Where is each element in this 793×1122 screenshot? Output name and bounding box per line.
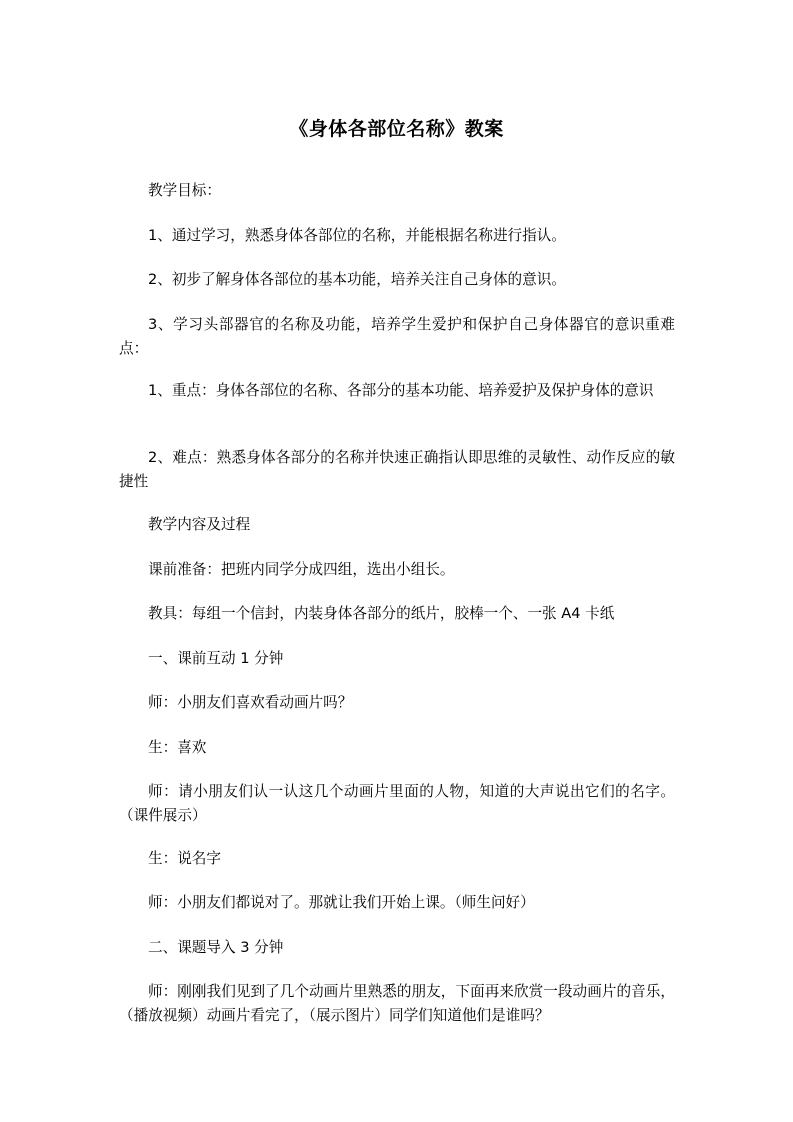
paragraph-key-point: 1、重点：身体各部位的名称、各部分的基本功能、培养爱护及保护身体的意识 — [148, 382, 654, 399]
paragraph-content-heading: 教学内容及过程 — [148, 516, 251, 533]
paragraph-dialogue: 师：刚刚我们见到了几个动画片里熟悉的朋友，下面再来欣赏一段动画片的音乐，（播放视频）动画片看完了，（展示图片）同学们知道他们是谁吗？ — [119, 983, 675, 1024]
paragraph-section-1-heading: 一、课前互动 1 分钟 — [148, 650, 284, 667]
paragraph-objectives-heading: 教学目标： — [148, 182, 221, 199]
document-title: 《身体各部位名称》教案 — [289, 118, 504, 140]
paragraph-objective-2: 2、初步了解身体各部位的基本功能，培养关注自己身体的意识。 — [148, 271, 566, 288]
paragraph-difficult-point: 2、难点：熟悉身体各部分的名称并快速正确指认即思维的灵敏性、动作反应的敏捷性 — [119, 449, 675, 490]
paragraph-preparation: 课前准备：把班内同学分成四组，选出小组长。 — [148, 561, 455, 578]
paragraph-dialogue: 师：小朋友们喜欢看动画片吗？ — [148, 694, 353, 711]
paragraph-dialogue: 师：小朋友们都说对了。那就让我们开始上课。（师生问好） — [148, 894, 535, 911]
paragraph-dialogue: 生：说名字 — [148, 850, 221, 867]
paragraph-dialogue: 生：喜欢 — [148, 739, 207, 756]
paragraph-section-2-heading: 二、课题导入 3 分钟 — [148, 939, 284, 956]
paragraph-objective-1: 1、通过学习，熟悉身体各部位的名称，并能根据名称进行指认。 — [148, 227, 566, 244]
paragraph-teaching-aids: 教具：每组一个信封，内装身体各部分的纸片，胶棒一个、一张 A4 卡纸 — [148, 605, 615, 622]
paragraph-objective-3: 3、学习头部器官的名称及功能，培养学生爱护和保护自己身体器官的意识重难点： — [119, 316, 675, 357]
paragraph-dialogue: 师：请小朋友们认一认这几个动画片里面的人物，知道的大声说出它们的名字。（课件展示） — [119, 783, 675, 824]
